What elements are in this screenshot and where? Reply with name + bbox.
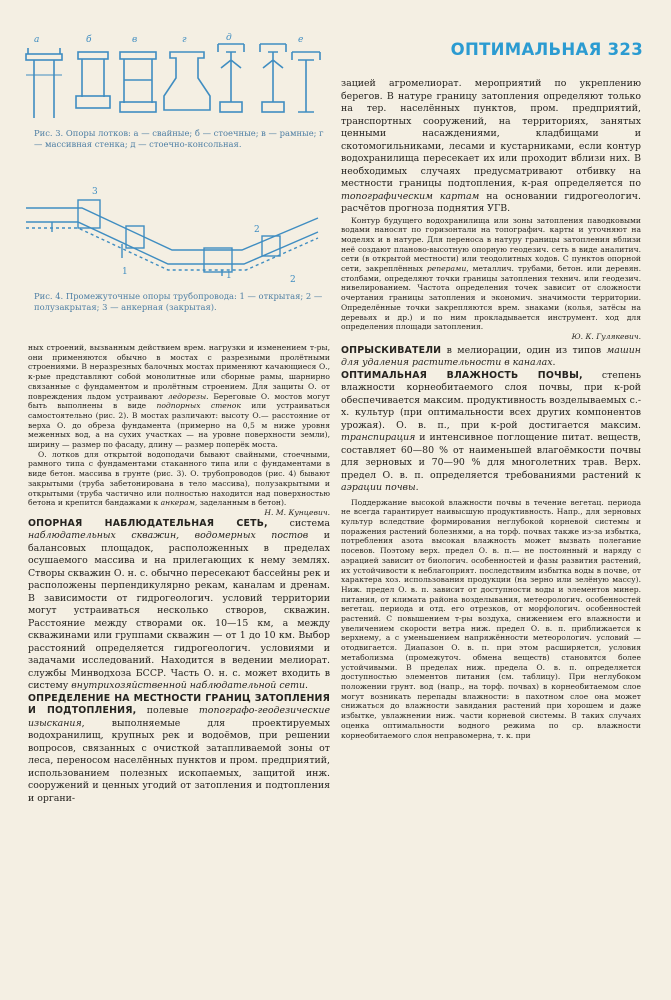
paragraph: зацией агромелиорат. мероприятий по укреплению берегов. В натуре границу затопления определяют только на тер. населённых пунктов, пром. предприятий, транспортных сооружений, на территориях, занятых ценными насаждениями, кладбищами и скотомогильниками, лесами и кустарниками, если контур водохранилища пересекает их или проходит вблизи них. В необходимых случаях предусматривают отбивку на местности границы подтопления, к-рая определяется по топографическим картам на основании гидрогеологич. расчётов прогноза поднятия УГВ. bbox=[341, 78, 641, 214]
figure-3-label: в bbox=[132, 35, 138, 45]
figure-3-illustration bbox=[22, 30, 322, 126]
left-column bbox=[28, 343, 330, 805]
entry-opredelenie-granits: ОПРЕДЕЛЕНИЕ НА МЕСТНОСТИ ГРАНИЦ ЗАТОПЛЕНИЯ И ПОДТОПЛЕНИЯ, полевые топографо-геодезические изыскания, выполняемые для проектируемых водохранилищ, крупных рек и водоёмов, при решении вопросов, связанных с очисткой затапливаемой зоны от леса, переносом населённых пунктов и пром. предприятий, использованием полезных ископаемых, защитой инж. сооружений и ценных угодий от затопления и подтопления и органи- bbox=[28, 692, 330, 804]
figure-3-label: е bbox=[298, 35, 304, 45]
paragraph: ных строений, вызванным действием врем. нагрузки и изменением т-ры, они применяются обычно в мостах с разрезными пролётными строениями. В неразрезных балочных мостах применяют качающиеся О., к-рые представляют собой монолитные или сборные рамы, шарнирно связанные с фундаментом и пролётным строением. Для защиты О. от повреждения льдом устраивают ледорезы. Береговые О. мостов могут быть выполнены в виде подпорных стенок или устраиваться самостоятельно (рис. 2). В мостах различают: высоту О.— расстояние от верха О. до обреза фундамента (примерно на 0,5 м ниже уровня меженных вод, а на сухих участках — на уровне поверхности земли), ширину — размер по фасаду, длину — размер поперёк моста. bbox=[28, 343, 331, 450]
entry-opryskivateli: ОПРЫСКИВАТЕЛИ в мелиорации, один из типов машин для удаления растительности в каналах. bbox=[341, 344, 641, 369]
entry-heading: ОПРЫСКИВАТЕЛИ bbox=[341, 344, 442, 356]
paragraph: О. лотков для открытой водоподачи бывают свайными, стоечными, рамного типа с фундаментами стаканного типа или с фундаментами в виде бетон. массива в грунте (рис. 3). О. трубопроводов (рис. 4) бывают закрытыми (труба забетонирована в тело массива), полузакрытыми и открытыми (труба частично или полностью находится над поверхностью бетона и крепится бандажами к анкерам, заделанным в бетон). bbox=[28, 449, 330, 508]
figure-3-label: а bbox=[34, 35, 40, 45]
paragraph: Поддержание высокой влажности почвы в течение вегетац. периода не всегда гарантирует наивысшую продуктивность. Напр., для зерновых культур вследствие формирования неглубокой корневой системы и поражения растений болезнями, а на торф. почвах также из-за избытка, потребления азота высокая влажность может вызвать полегание посевов. Поэтому верх. предел О. в. п.— не постоянный и наряду с аэрацией зависит от биологич. особенностей и фазы развития растений, их устойчивости к неблагоприят. последствиям избытка воды в почве, от характера хоз. использования продукции (на зерно или зелёную массу). Ниж. предел О. в. п. зависит от доступности воды и элементов минер. питания, от климата района возделывания, метеорологич. особенностей вегетац. периода и отд. его отрезков, от морфологич. особенностей растений. С повышением т-ры воздуха, снижением его влажности и увеличением скорости ветра ниж. предел О. в. п. приближается к верхнему, а с уменьшением напряжённости метеорологич. условий — отодвигается. Диапазон О. в. п. при этом расширяется, условия метаболизма (промежуточ. обмена веществ) становятся более устойчивыми. В пределах ниж. предела О. в. п. определяется доступностью элементов питания (см. таблицу). При неглубоком положении грунт. вод (напр., на торф. почвах) в корнеобитаемом слое могут возникать перепады влажности: в пахотном слое она может снижаться до влажности завядания растений при хорошем и даже избытке, увлажнении ниж. части корневой системы. В таких случаях оценка оптимальности водного режима по ср. влажности корнеобитаемого слоя неправомерна, т. к. при bbox=[341, 497, 641, 740]
figure-4-label: 2 bbox=[290, 275, 296, 285]
figure-4-illustration bbox=[22, 178, 322, 288]
entry-optimalnaya-vlazhnost: ОПТИМАЛЬНАЯ ВЛАЖНОСТЬ ПОЧВЫ, степень влажности корнеобитаемого слоя почвы, при к-рой обеспечивается максим. продуктивность возделываемых с.-х. культур (при оптимальности всех других компонентов урожая). О. в. п., при к-рой достигается максим. транспирация и интенсивное поглощение питат. веществ, составляет 60—80 % от наименьшей влагоёмкости почвы для зерновых и 70—90 % для многолетних трав. Верх. предел О. в. п. определяется требованиями растений к аэрации почвы. bbox=[341, 369, 641, 494]
paragraph: Контур будущего водохранилища или зоны затопления паводковыми водами наносят по горизонтали на топографич. карты и уточняют на моделях и в натуре. Для переноса в натуру границы затопления вблизи неё создают планово-высотную опорную геодезич. сеть в виде аналитич. сети (в открытой местности) или теодолитных ходов. С пунктов опорной сети, закреплённых реперами, металлич. трубами, бетон. или деревян. столбами, определяют точки границы затопления технич. или геодезич. нивелированием. Частота определения точек зависит от сложности очертания границы затопления и экономич. значимости территории. Определённые точки закрепляются врем. знаками (колья, затёсы на деревьях и др.) и по ним прокладывается инструмент. ход для определения площади затопления. bbox=[341, 215, 641, 332]
figure-3-caption: Рис. 3. Опоры лотков: а — свайные; б — стоечные; в — рамные; г — массивная стенка; д — стоечно-консольная. bbox=[34, 128, 324, 149]
running-head: ОПТИМАЛЬНАЯ 323 bbox=[450, 40, 643, 59]
entry-heading: ОПРЕДЕЛЕНИЕ НА МЕСТНОСТИ ГРАНИЦ ЗАТОПЛЕНИЯ И ПОДТОПЛЕНИЯ, bbox=[28, 692, 330, 717]
figure-4-caption: Рис. 4. Промежуточные опоры трубопровода: 1 — открытая; 2 — полузакрытая; 3 — анкерная (закрытая). bbox=[34, 291, 323, 312]
author-signature: Ю. К. Гулякевич. bbox=[571, 331, 641, 341]
author-signature: Н. М. Кунцевич. bbox=[264, 507, 330, 517]
figure-3-label: г bbox=[182, 35, 187, 45]
entry-opornaya-set: ОПОРНАЯ НАБЛЮДАТЕЛЬНАЯ СЕТЬ, система наблюдательных скважин, водомерных постов и балансовых площадок, расположенных в пределах осушаемого массива и на прилегающих к нему землях. Створы скважин О. н. с. обычно пересекают бассейны рек и расположены перпендикулярно рекам, каналам и дренам. В зависимости от гидрогеологич. условий территории могут устраиваться несколько створов, скважин. Расстояние между створами ок. 10—15 км, а между скважинами или группами скважин — от 1 до 10 км. Выбор расстояний определяется гидрогеологич. условиями и задачами исследований. Находится в ведении мелиорат. службы Минводхоза БССР. Часть О. н. с. может входить в систему внутрихозяйственной наблюдательной сети. bbox=[28, 517, 330, 692]
entry-heading: ОПОРНАЯ НАБЛЮДАТЕЛЬНАЯ СЕТЬ, bbox=[28, 517, 268, 529]
figure-3-label: д bbox=[226, 33, 232, 43]
figure-4-label: 1 bbox=[226, 271, 232, 281]
figure-4-label: 2 bbox=[254, 225, 260, 235]
figure-4-label: 3 bbox=[92, 187, 98, 197]
right-column bbox=[341, 78, 641, 740]
figure-4-label: 1 bbox=[122, 267, 128, 277]
figure-3-label: б bbox=[86, 35, 92, 45]
entry-heading: ОПТИМАЛЬНАЯ ВЛАЖНОСТЬ ПОЧВЫ, bbox=[341, 369, 583, 381]
